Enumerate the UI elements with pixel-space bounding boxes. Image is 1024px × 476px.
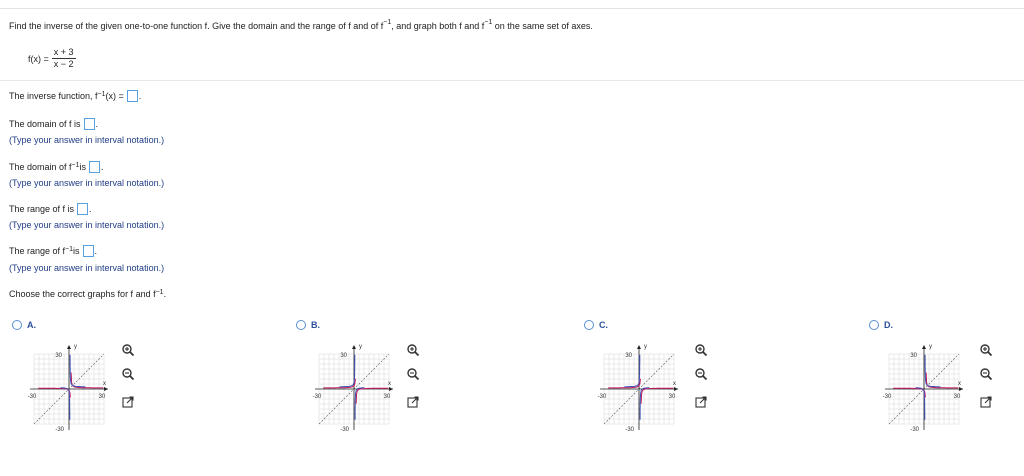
x-axis-arrow xyxy=(104,387,108,391)
divider xyxy=(0,80,1024,81)
y-axis-label: y xyxy=(929,344,932,350)
inverse-row: The inverse function, f $^{-1}$ (x) = . xyxy=(9,91,142,101)
x-axis-arrow xyxy=(674,387,678,391)
y-tick-top: 30 xyxy=(340,353,347,359)
x-tick-left: -30 xyxy=(27,394,37,400)
zoom-out-icon[interactable] xyxy=(406,367,420,381)
y-axis-arrow xyxy=(67,345,71,349)
y-tick-bottom: -30 xyxy=(625,427,634,432)
option-c-label: C. xyxy=(599,320,608,330)
function-fraction xyxy=(52,47,76,70)
top-rule xyxy=(0,8,1024,9)
domain-f-answer-box[interactable] xyxy=(84,118,95,130)
y-axis-arrow xyxy=(637,345,641,349)
zoom-out-icon[interactable] xyxy=(694,367,708,381)
y-tick-top: 30 xyxy=(910,353,917,359)
zoom-in-icon[interactable] xyxy=(121,343,135,357)
x-axis-label: x xyxy=(673,381,676,387)
option-d[interactable] xyxy=(869,320,893,330)
y-tick-bottom: -30 xyxy=(340,427,349,432)
y-axis-arrow xyxy=(352,345,356,349)
zoom-out-button[interactable] xyxy=(121,367,135,381)
zoom-in-button[interactable] xyxy=(979,343,993,357)
range-finv-answer-box[interactable] xyxy=(83,245,94,257)
y-axis-arrow xyxy=(922,345,926,349)
domain-finv-row: The domain of f $^{-1}$ is . xyxy=(9,162,104,172)
option-b[interactable] xyxy=(296,320,320,330)
zoom-out-button[interactable] xyxy=(694,367,708,381)
zoom-in-button[interactable] xyxy=(121,343,135,357)
x-axis-label: x xyxy=(388,381,391,387)
option-c-radio[interactable] xyxy=(584,320,594,330)
option-d-label: D. xyxy=(884,320,893,330)
option-c[interactable] xyxy=(584,320,608,330)
option-a[interactable] xyxy=(12,320,36,330)
range-finv-row: The range of f $^{-1}$ is . xyxy=(9,246,98,256)
y-tick-top: 30 xyxy=(55,353,62,359)
domain-f-hint: (Type your answer in interval notation.) xyxy=(9,135,165,145)
option-a-label: A. xyxy=(27,320,36,330)
graph-option-c[interactable] xyxy=(592,342,682,432)
zoom-out-icon[interactable] xyxy=(979,367,993,381)
y-tick-bottom: -30 xyxy=(55,427,64,432)
y-tick-top: 30 xyxy=(625,353,632,359)
function-label: f(x) = xyxy=(28,53,49,64)
inverse-answer-box[interactable] xyxy=(127,90,138,102)
question-text: Find the inverse of the given one-to-one function f. Give the domain and the range of f and of $f^{-1}$, and graph both f and $f^{-1}$ on the same set of axes. xyxy=(9,19,593,31)
popout-icon[interactable] xyxy=(406,395,420,409)
denominator: x − 2 xyxy=(53,59,74,69)
x-tick-left: -30 xyxy=(597,394,607,400)
choose-graph-prompt: Choose the correct graphs for f and f $^{-1}$ . xyxy=(9,289,167,299)
y-axis-label: y xyxy=(74,344,77,350)
domain-f-row: The domain of f is . xyxy=(9,119,99,129)
graph-option-d[interactable] xyxy=(877,342,967,432)
x-axis-label: x xyxy=(958,381,961,387)
range-f-answer-box[interactable] xyxy=(77,203,88,215)
zoom-in-button[interactable] xyxy=(406,343,420,357)
range-f-row: The range of f is . xyxy=(9,204,92,214)
zoom-in-icon[interactable] xyxy=(694,343,708,357)
popout-button[interactable] xyxy=(979,395,993,409)
option-b-radio[interactable] xyxy=(296,320,306,330)
popout-icon[interactable] xyxy=(694,395,708,409)
x-tick-right: 30 xyxy=(668,394,676,400)
option-b-label: B. xyxy=(311,320,320,330)
y-axis-label: y xyxy=(359,344,362,350)
y-tick-bottom: -30 xyxy=(910,427,919,432)
range-finv-hint: (Type your answer in interval notation.) xyxy=(9,263,165,273)
y-axis-label: y xyxy=(644,344,647,350)
graph-option-a[interactable] xyxy=(22,342,112,432)
popout-icon[interactable] xyxy=(121,395,135,409)
x-axis-arrow xyxy=(959,387,963,391)
zoom-out-button[interactable] xyxy=(406,367,420,381)
domain-finv-hint: (Type your answer in interval notation.) xyxy=(9,178,165,188)
x-tick-left: -30 xyxy=(882,394,892,400)
x-tick-right: 30 xyxy=(383,394,391,400)
zoom-out-icon[interactable] xyxy=(121,367,135,381)
popout-button[interactable] xyxy=(121,395,135,409)
option-d-radio[interactable] xyxy=(869,320,879,330)
x-axis-label: x xyxy=(103,381,106,387)
option-a-radio[interactable] xyxy=(12,320,22,330)
function-definition xyxy=(28,47,76,70)
domain-finv-answer-box[interactable] xyxy=(89,161,100,173)
zoom-in-icon[interactable] xyxy=(406,343,420,357)
popout-button[interactable] xyxy=(694,395,708,409)
numerator: x + 3 xyxy=(53,47,74,57)
zoom-in-button[interactable] xyxy=(694,343,708,357)
popout-button[interactable] xyxy=(406,395,420,409)
zoom-out-button[interactable] xyxy=(979,367,993,381)
range-f-hint: (Type your answer in interval notation.) xyxy=(9,220,165,230)
x-axis-arrow xyxy=(389,387,393,391)
zoom-in-icon[interactable] xyxy=(979,343,993,357)
x-tick-right: 30 xyxy=(953,394,961,400)
x-tick-right: 30 xyxy=(98,394,106,400)
x-tick-left: -30 xyxy=(312,394,322,400)
graph-option-b[interactable] xyxy=(307,342,397,432)
popout-icon[interactable] xyxy=(979,395,993,409)
